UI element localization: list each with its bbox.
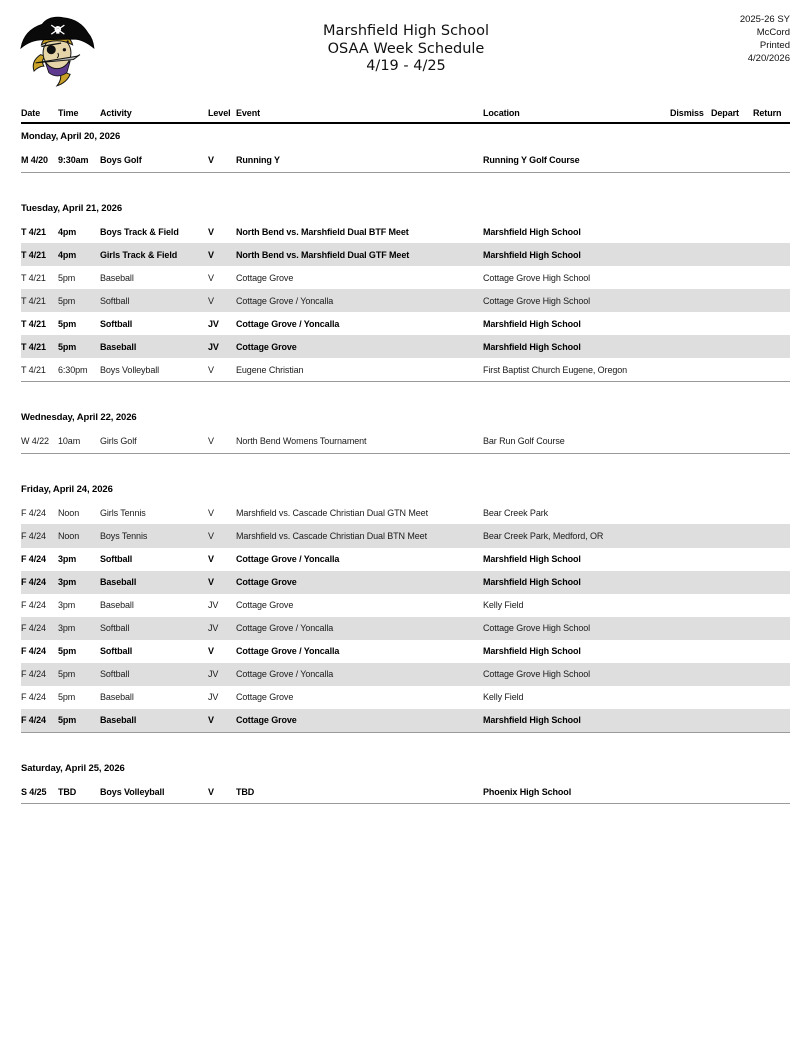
cell-location: Cottage Grove High School bbox=[483, 272, 591, 283]
schedule-row bbox=[21, 709, 790, 732]
cell-activity: Baseball bbox=[100, 341, 137, 352]
cell-location: First Baptist Church Eugene, Oregon bbox=[483, 364, 628, 375]
cell-location: Running Y Golf Course bbox=[483, 155, 580, 166]
day-header: Monday, April 20, 2026 bbox=[21, 131, 121, 142]
cell-date: T 4/21 bbox=[21, 272, 46, 283]
cell-level: V bbox=[208, 249, 214, 260]
day-section bbox=[21, 763, 790, 805]
schedule-row bbox=[21, 524, 790, 547]
cell-time: 3pm bbox=[58, 600, 76, 611]
cell-activity: Baseball bbox=[100, 715, 137, 726]
col-header-date: Date bbox=[21, 108, 41, 118]
cell-level: V bbox=[208, 554, 214, 565]
cell-event: Running Y bbox=[236, 155, 280, 166]
cell-level: V bbox=[208, 507, 214, 518]
cell-event: Marshfield vs. Cascade Christian Dual GTN Meet bbox=[236, 507, 428, 518]
cell-event: Cottage Grove bbox=[236, 692, 294, 703]
day-rows bbox=[21, 430, 790, 454]
cell-event: North Bend vs. Marshfield Dual GTF Meet bbox=[236, 249, 410, 260]
col-header-location: Location bbox=[483, 108, 520, 118]
cell-event: Cottage Grove / Yoncalla bbox=[236, 554, 340, 565]
cell-location: Marshfield High School bbox=[483, 226, 581, 237]
cell-activity: Baseball bbox=[100, 600, 134, 611]
cell-event: Cottage Grove / Yoncalla bbox=[236, 295, 334, 306]
schedule-row bbox=[21, 430, 790, 453]
schedule-row bbox=[21, 617, 790, 640]
cell-activity: Boys Tennis bbox=[100, 530, 148, 541]
cell-date: F 4/24 bbox=[21, 692, 46, 703]
report-title: OSAA Week Schedule bbox=[327, 40, 485, 57]
cell-location: Kelly Field bbox=[483, 692, 524, 703]
schedule-row bbox=[21, 358, 790, 381]
print-meta bbox=[740, 13, 790, 65]
cell-location: Marshfield High School bbox=[483, 318, 581, 329]
day-header: Friday, April 24, 2026 bbox=[21, 483, 113, 495]
cell-location: Marshfield High School bbox=[483, 715, 581, 726]
cell-date: T 4/21 bbox=[21, 249, 46, 260]
cell-event: North Bend Womens Tournament bbox=[236, 436, 367, 447]
cell-level: V bbox=[208, 272, 214, 283]
schedule-table bbox=[21, 108, 790, 804]
cell-date: T 4/21 bbox=[21, 318, 46, 329]
cell-time: 4pm bbox=[58, 226, 77, 237]
cell-time: 5pm bbox=[58, 341, 77, 352]
cell-level: JV bbox=[208, 600, 219, 611]
schedule-row bbox=[21, 312, 790, 335]
cell-event: Cottage Grove / Yoncalla bbox=[236, 646, 340, 657]
cell-time: 4pm bbox=[58, 249, 77, 260]
cell-date: F 4/24 bbox=[21, 554, 46, 565]
cell-activity: Softball bbox=[100, 554, 133, 565]
col-header-time: Time bbox=[58, 108, 79, 118]
cell-activity: Boys Golf bbox=[100, 155, 142, 166]
cell-time: 5pm bbox=[58, 295, 76, 306]
cell-location: Marshfield High School bbox=[483, 341, 581, 352]
cell-event: Cottage Grove / Yoncalla bbox=[236, 318, 340, 329]
col-header-activity: Activity bbox=[100, 108, 132, 118]
cell-activity: Girls Golf bbox=[100, 436, 137, 447]
cell-time: 5pm bbox=[58, 646, 77, 657]
cell-level: V bbox=[208, 436, 214, 447]
schedule-row bbox=[21, 149, 790, 172]
cell-date: F 4/24 bbox=[21, 577, 46, 588]
cell-activity: Softball bbox=[100, 318, 133, 329]
day-header: Tuesday, April 21, 2026 bbox=[21, 202, 123, 214]
printed-label: Printed bbox=[759, 40, 790, 51]
cell-date: T 4/21 bbox=[21, 295, 46, 306]
schedule-row bbox=[21, 266, 790, 289]
cell-time: 9:30am bbox=[58, 155, 89, 166]
schedule-row bbox=[21, 335, 790, 358]
cell-level: V bbox=[208, 715, 214, 726]
printed-by: McCord bbox=[756, 27, 790, 38]
day-section bbox=[21, 203, 790, 383]
cell-event: Cottage Grove bbox=[236, 341, 297, 352]
cell-level: V bbox=[208, 577, 214, 588]
cell-time: 5pm bbox=[58, 715, 77, 726]
cell-event: Eugene Christian bbox=[236, 364, 304, 375]
cell-event: Cottage Grove bbox=[236, 272, 294, 283]
cell-date: F 4/24 bbox=[21, 646, 46, 657]
day-section bbox=[21, 412, 790, 454]
cell-date: F 4/24 bbox=[21, 530, 46, 541]
schedule-row bbox=[21, 686, 790, 709]
cell-date: T 4/21 bbox=[21, 364, 46, 375]
cell-time: 6:30pm bbox=[58, 364, 88, 375]
col-header-return: Return bbox=[753, 108, 782, 118]
cell-activity: Baseball bbox=[100, 577, 137, 588]
cell-location: Bear Creek Park, Medford, OR bbox=[483, 530, 604, 541]
cell-level: V bbox=[208, 646, 214, 657]
day-header: Saturday, April 25, 2026 bbox=[21, 762, 125, 774]
schedule-row bbox=[21, 663, 790, 686]
school-name: Marshfield High School bbox=[322, 23, 490, 39]
col-header-dismiss: Dismiss bbox=[670, 108, 704, 118]
day-header: Wednesday, April 22, 2026 bbox=[21, 412, 137, 424]
cell-level: V bbox=[208, 226, 214, 237]
col-header-event: Event bbox=[236, 108, 261, 118]
cell-location: Marshfield High School bbox=[483, 577, 581, 588]
cell-level: V bbox=[208, 155, 214, 166]
schedule-row bbox=[21, 243, 790, 266]
cell-event: Cottage Grove / Yoncalla bbox=[236, 623, 334, 634]
school-year: 2025-26 SY bbox=[739, 14, 790, 25]
report-titles bbox=[0, 23, 812, 76]
cell-time: 5pm bbox=[58, 669, 76, 680]
cell-date: F 4/24 bbox=[21, 507, 46, 518]
cell-time: 3pm bbox=[58, 623, 76, 634]
cell-activity: Boys Volleyball bbox=[100, 786, 165, 797]
cell-location: Marshfield High School bbox=[483, 646, 581, 657]
cell-date: T 4/21 bbox=[21, 341, 46, 352]
cell-level: V bbox=[208, 364, 214, 375]
cell-level: V bbox=[208, 295, 214, 306]
cell-level: JV bbox=[208, 318, 219, 329]
cell-level: JV bbox=[208, 341, 219, 352]
schedule-row bbox=[21, 780, 790, 803]
cell-location: Bear Creek Park bbox=[483, 507, 549, 518]
day-rows bbox=[21, 220, 790, 382]
cell-level: JV bbox=[208, 669, 219, 680]
cell-activity: Girls Tennis bbox=[100, 507, 146, 518]
cell-location: Bar Run Golf Course bbox=[483, 436, 565, 447]
cell-location: Marshfield High School bbox=[483, 249, 581, 260]
day-section bbox=[21, 484, 790, 733]
cell-location: Cottage Grove High School bbox=[483, 295, 591, 306]
cell-activity: Softball bbox=[100, 669, 130, 680]
cell-time: 5pm bbox=[58, 692, 76, 703]
day-rows bbox=[21, 501, 790, 732]
schedule-row bbox=[21, 501, 790, 524]
cell-date: F 4/24 bbox=[21, 669, 46, 680]
cell-time: TBD bbox=[58, 786, 77, 797]
cell-date: S 4/25 bbox=[21, 786, 47, 797]
cell-time: Noon bbox=[58, 530, 80, 541]
schedule-row bbox=[21, 571, 790, 594]
printed-date: 4/20/2026 bbox=[747, 53, 790, 64]
cell-level: V bbox=[208, 530, 214, 541]
cell-time: 5pm bbox=[58, 272, 76, 283]
cell-activity: Softball bbox=[100, 295, 130, 306]
schedule-row bbox=[21, 594, 790, 617]
cell-time: 5pm bbox=[58, 318, 77, 329]
cell-location: Marshfield High School bbox=[483, 554, 581, 565]
schedule-row bbox=[21, 289, 790, 312]
cell-activity: Boys Track & Field bbox=[100, 226, 179, 237]
cell-event: North Bend vs. Marshfield Dual BTF Meet bbox=[236, 226, 409, 237]
cell-time: 3pm bbox=[58, 554, 77, 565]
cell-activity: Girls Track & Field bbox=[100, 249, 178, 260]
cell-date: F 4/24 bbox=[21, 715, 46, 726]
cell-event: TBD bbox=[236, 786, 255, 797]
cell-activity: Softball bbox=[100, 646, 133, 657]
day-sections bbox=[21, 131, 790, 804]
cell-date: F 4/24 bbox=[21, 600, 46, 611]
cell-location: Kelly Field bbox=[483, 600, 524, 611]
day-section bbox=[21, 131, 790, 173]
day-rows bbox=[21, 149, 790, 173]
cell-event: Cottage Grove bbox=[236, 600, 294, 611]
col-header-level: Level bbox=[208, 108, 231, 118]
cell-activity: Baseball bbox=[100, 692, 134, 703]
cell-activity: Boys Volleyball bbox=[100, 364, 160, 375]
cell-event: Marshfield vs. Cascade Christian Dual BTN Meet bbox=[236, 530, 427, 541]
cell-time: 10am bbox=[58, 436, 81, 447]
cell-event: Cottage Grove / Yoncalla bbox=[236, 669, 334, 680]
cell-activity: Softball bbox=[100, 623, 130, 634]
cell-time: 3pm bbox=[58, 577, 77, 588]
week-date-range: 4/19 - 4/25 bbox=[366, 58, 446, 74]
cell-location: Phoenix High School bbox=[483, 786, 572, 797]
cell-level: JV bbox=[208, 692, 219, 703]
cell-date: T 4/21 bbox=[21, 226, 46, 237]
cell-date: W 4/22 bbox=[21, 436, 49, 447]
schedule-row bbox=[21, 548, 790, 571]
cell-event: Cottage Grove bbox=[236, 577, 297, 588]
cell-level: V bbox=[208, 786, 214, 797]
schedule-row bbox=[21, 220, 790, 243]
cell-date: M 4/20 bbox=[21, 155, 48, 166]
cell-location: Cottage Grove High School bbox=[483, 623, 591, 634]
schedule-row bbox=[21, 640, 790, 663]
day-rows bbox=[21, 780, 790, 804]
cell-date: F 4/24 bbox=[21, 623, 46, 634]
cell-time: Noon bbox=[58, 507, 80, 518]
table-header-row bbox=[21, 108, 790, 124]
cell-activity: Baseball bbox=[100, 272, 134, 283]
col-header-depart: Depart bbox=[711, 108, 739, 118]
cell-level: JV bbox=[208, 623, 219, 634]
cell-event: Cottage Grove bbox=[236, 715, 297, 726]
cell-location: Cottage Grove High School bbox=[483, 669, 591, 680]
